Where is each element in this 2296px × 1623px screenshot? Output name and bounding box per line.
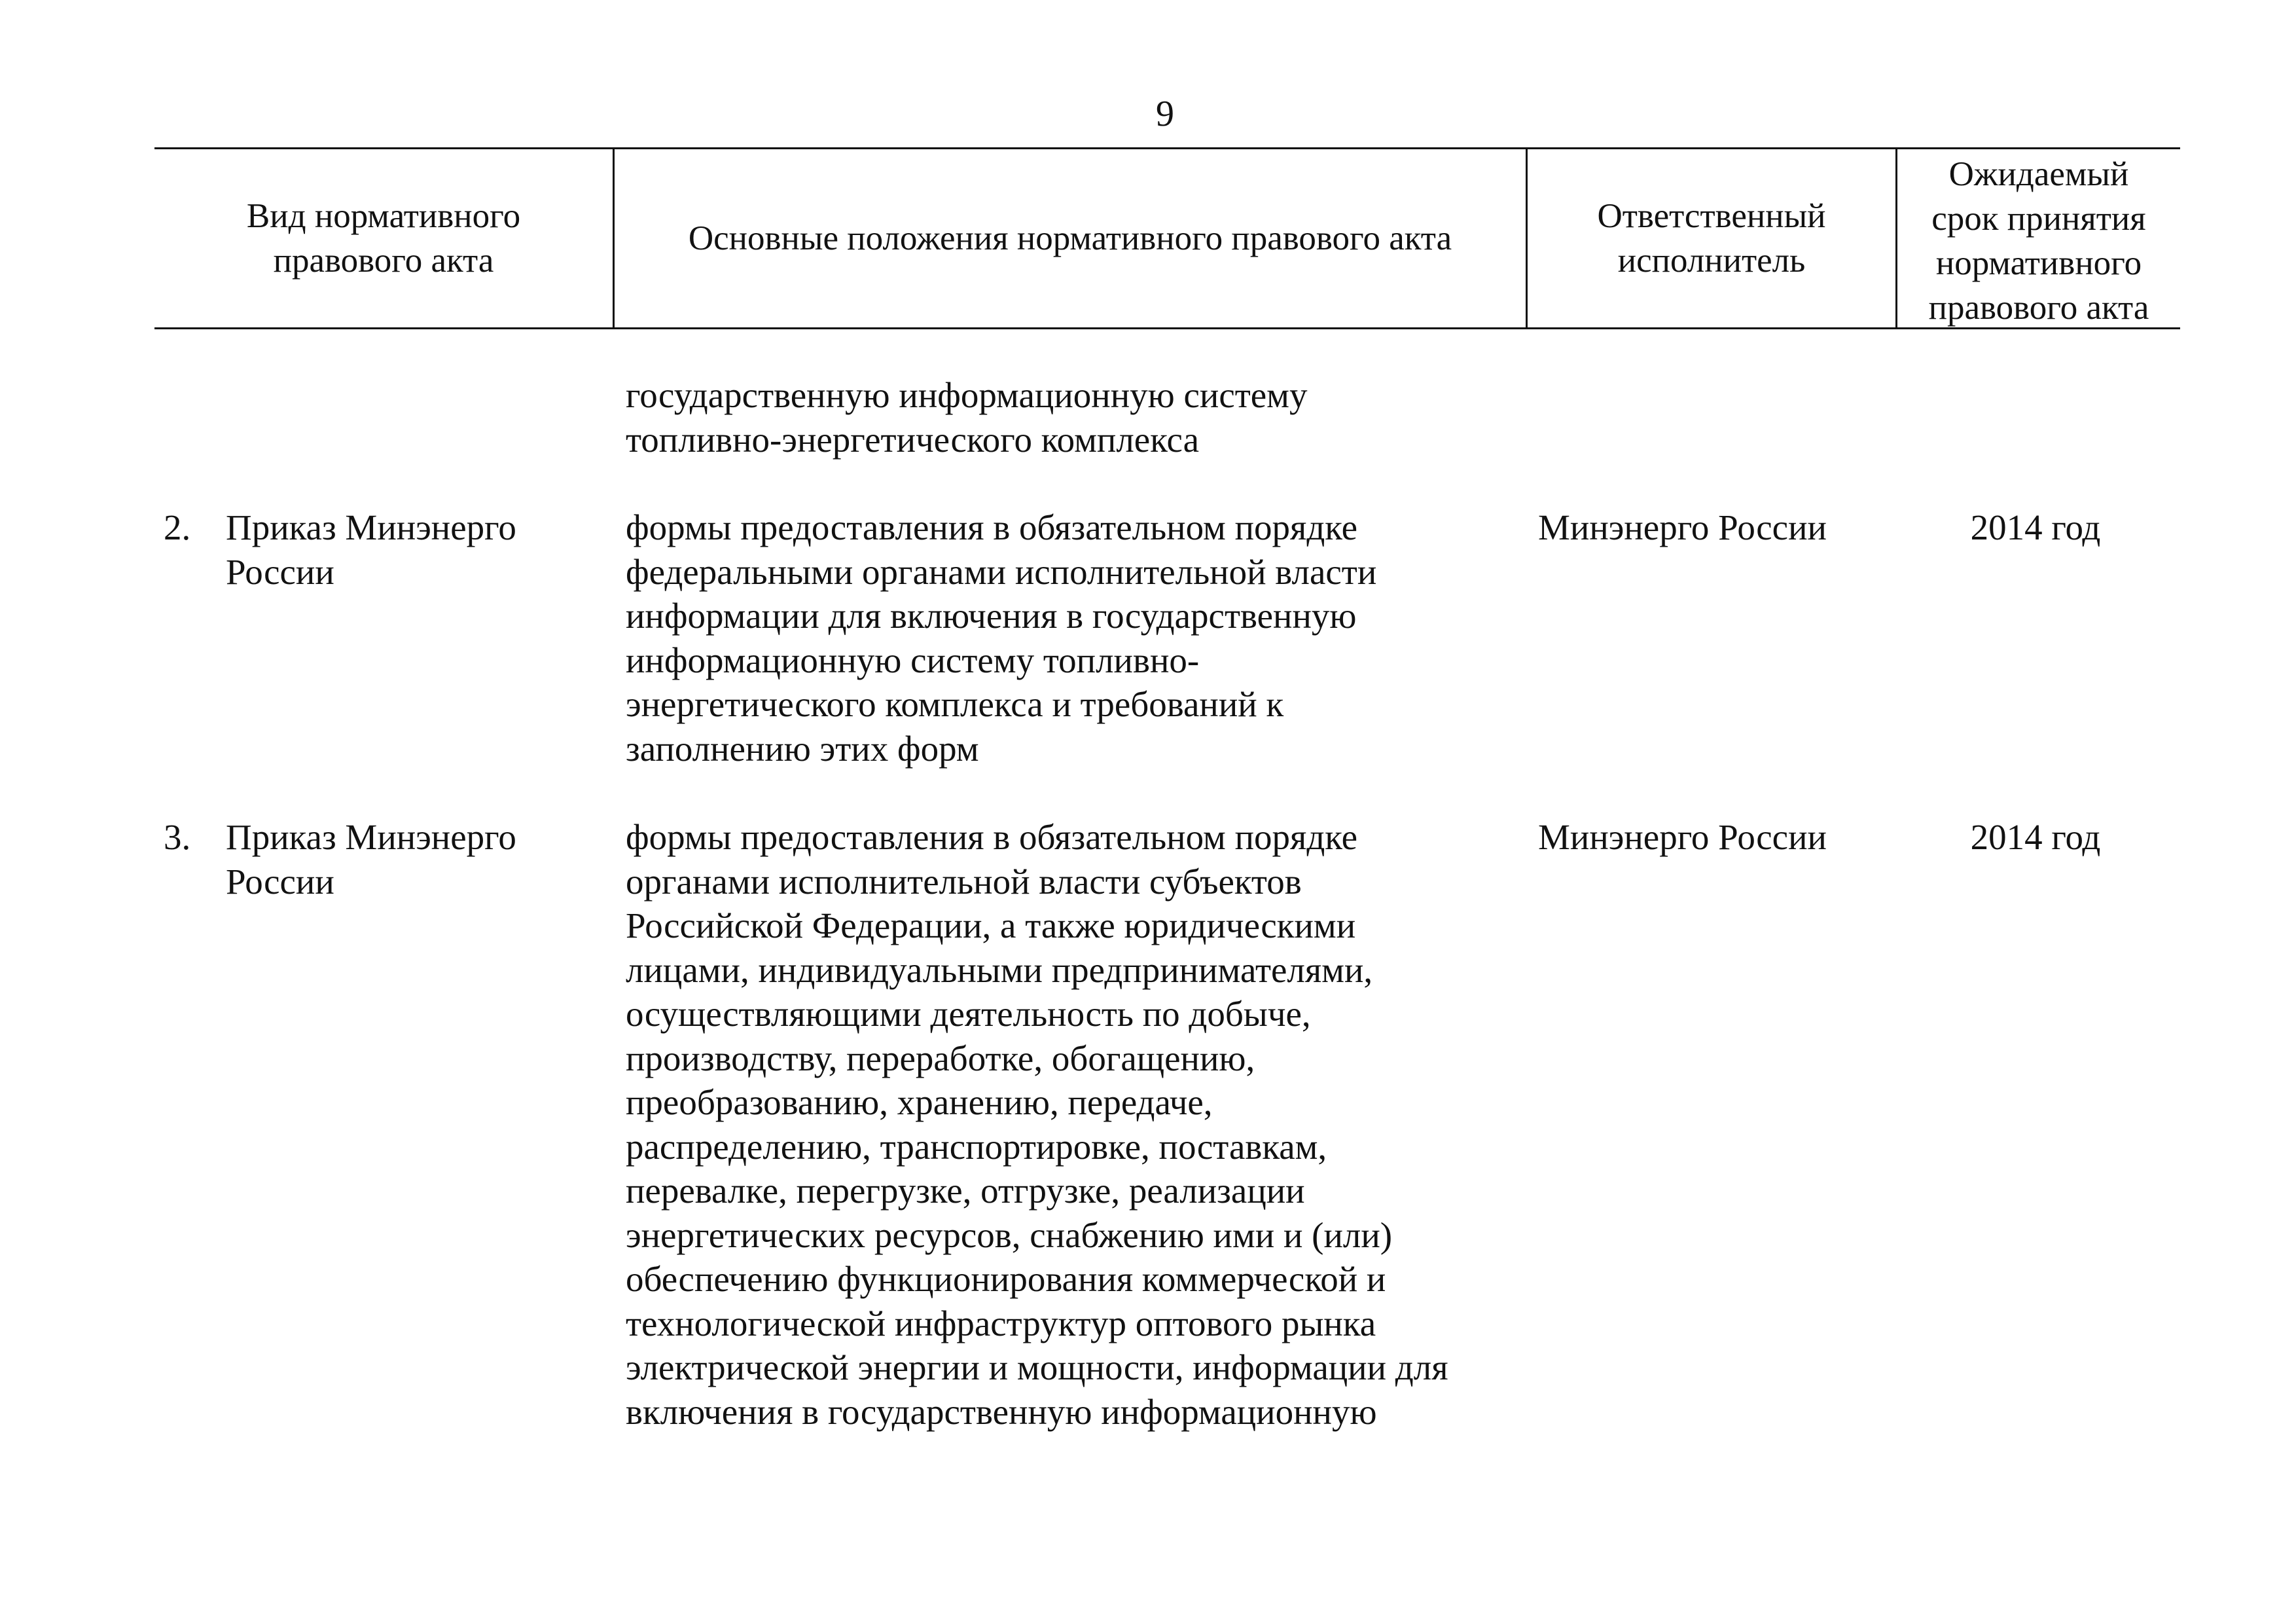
row-deadline: 2014 год bbox=[1970, 817, 2101, 857]
row-kind: Приказ Минэнерго России bbox=[226, 507, 516, 592]
header-cell-responsible bbox=[1526, 149, 1895, 327]
row-number: 2. bbox=[164, 507, 191, 547]
header-deadline-label: Ожидаемый срок принятия нормативного правового акта bbox=[1928, 155, 2149, 327]
row-kind: Приказ Минэнерго России bbox=[226, 817, 516, 902]
header-cell-deadline bbox=[1895, 149, 2180, 327]
row-responsible: Минэнерго России bbox=[1538, 507, 1827, 547]
row-description: формы предоставления в обязательном порядке федеральными органами исполнительной власти информации для включения в государственную информационную систему топливно- энергетического комплекса и требований к заполнению этих форм bbox=[626, 507, 1377, 769]
header-cell-provisions bbox=[613, 149, 1526, 327]
row-deadline: 2014 год bbox=[1970, 507, 2101, 547]
header-responsible-label: Ответственный исполнитель bbox=[1597, 197, 1826, 280]
header-kind-label: Вид нормативного правового акта bbox=[246, 197, 521, 280]
page-number: 9 bbox=[1156, 94, 1174, 134]
row-responsible: Минэнерго России bbox=[1538, 817, 1827, 857]
table-header bbox=[154, 147, 2180, 329]
header-cell-kind bbox=[154, 149, 613, 327]
row-number: 3. bbox=[164, 817, 191, 857]
header-provisions-label: Основные положения нормативного правового акта bbox=[688, 219, 1452, 257]
continuation-text: государственную информационную систему топливно-энергетического комплекса bbox=[626, 375, 1308, 460]
row-description: формы предоставления в обязательном порядке органами исполнительной власти субъектов Российской Федерации, а также юридическими лицами, индивидуальными предпринимателями, осуществляющими деятельность по добыче, производству, переработке, обогащению, преобразованию, хранению, передаче, распределению, транспортировке, поставкам, перевалке, перегрузке, отгрузке, реализации энергетических ресурсов, снабжению ими и (или) обеспечению функционирования коммерческой и технологической инфраструктур оптового рынка электрической энергии и мощности, информации для включения в государственную информационную bbox=[626, 817, 1448, 1432]
